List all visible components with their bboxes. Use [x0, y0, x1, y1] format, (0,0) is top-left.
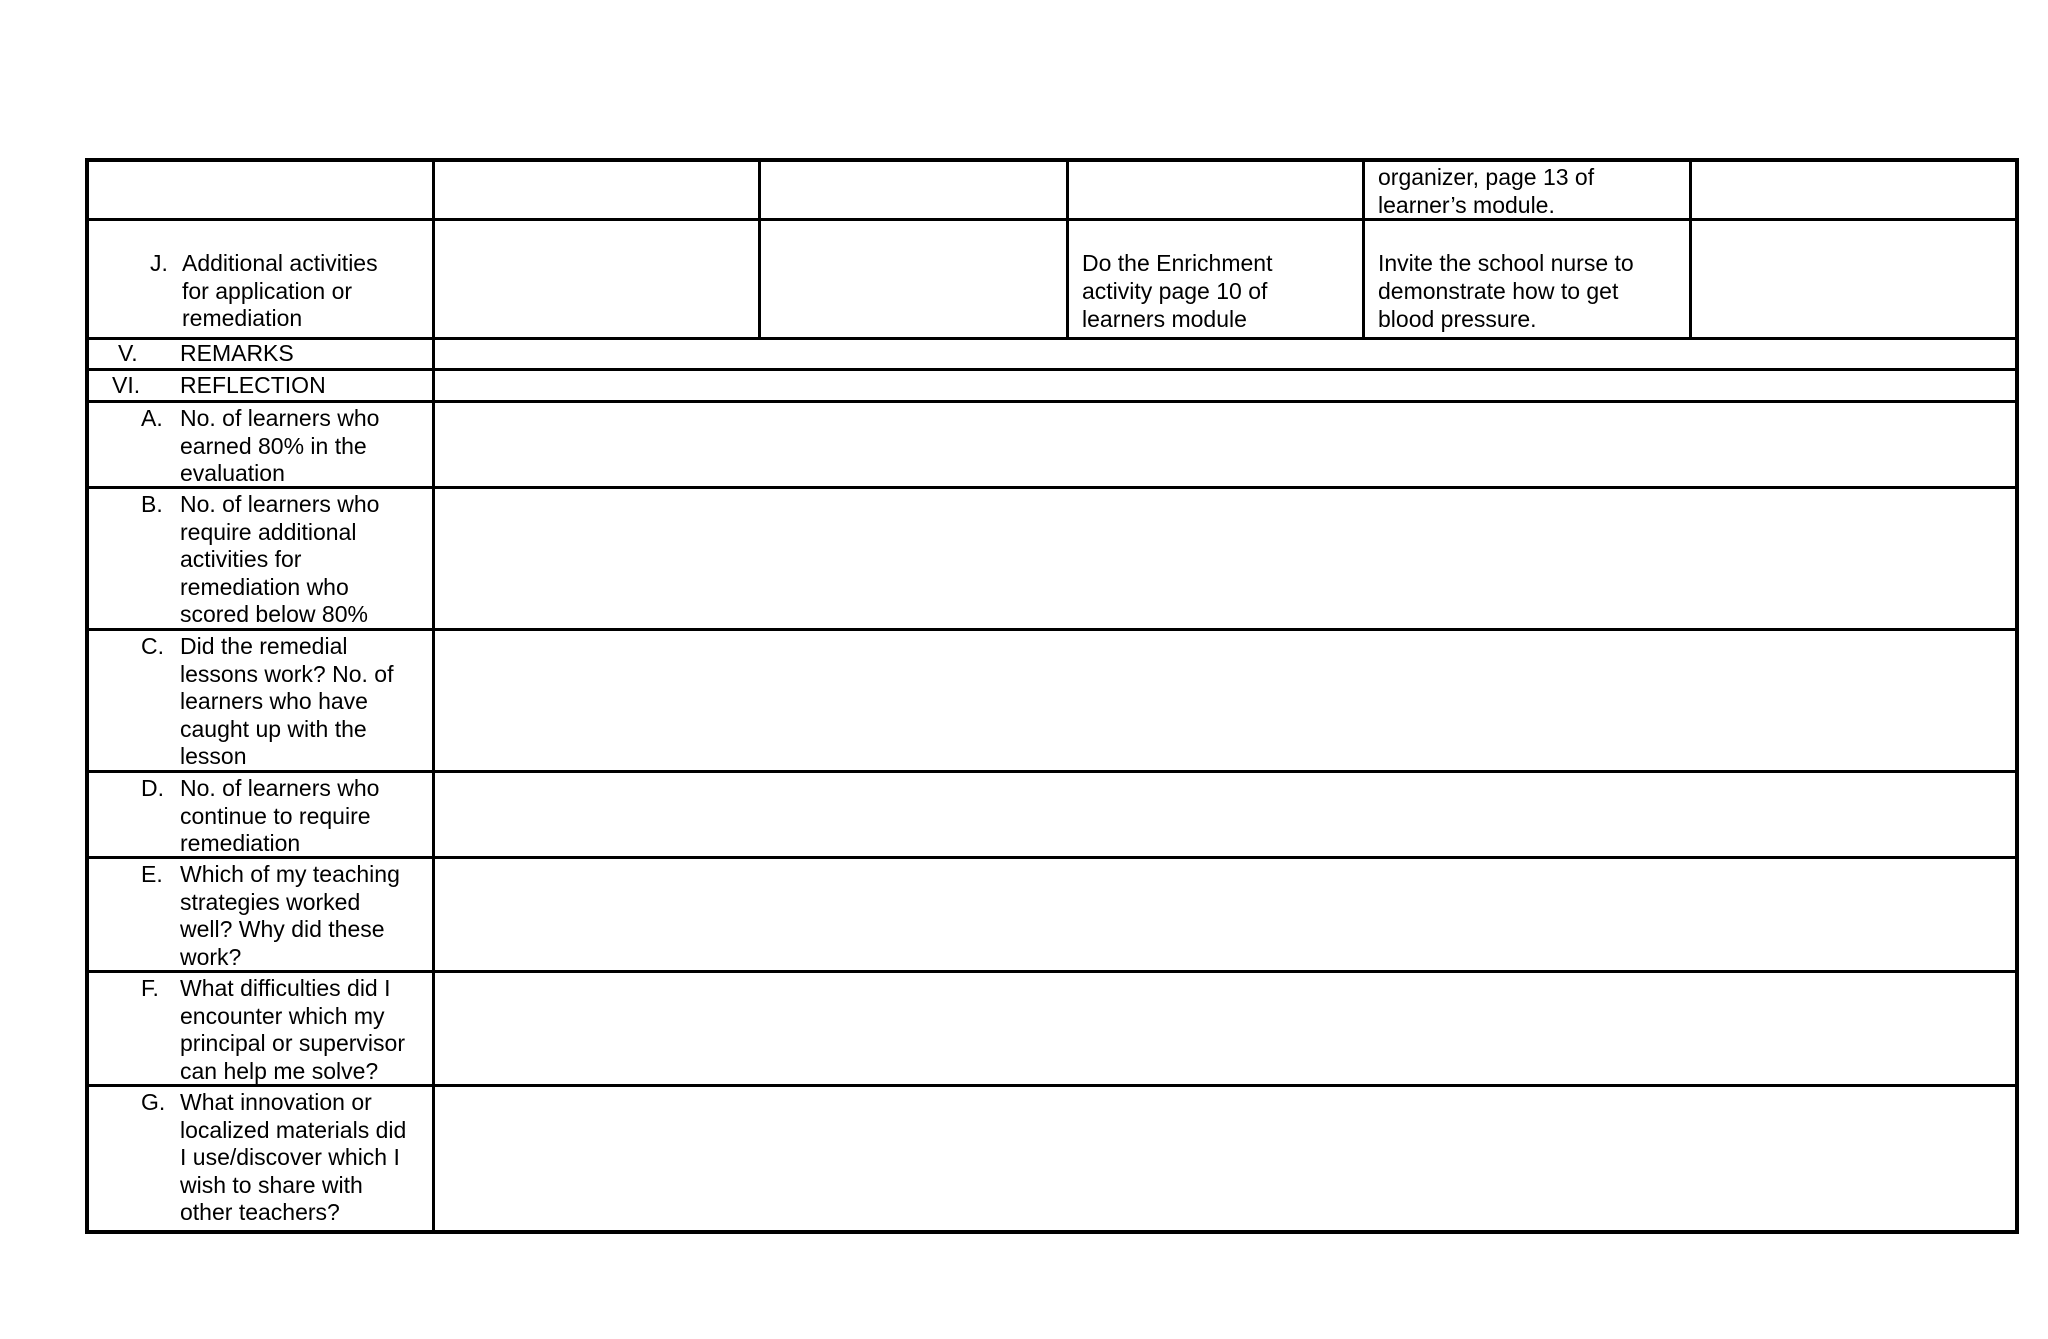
item-letter: C.	[141, 633, 164, 659]
column-divider	[1066, 158, 1069, 339]
reflection-item-g	[141, 1089, 431, 1229]
item-text: No. of learners who earned 80% in the evaluation	[180, 405, 380, 486]
reflection-item-e	[141, 861, 431, 969]
item-letter: G.	[141, 1089, 166, 1115]
continued-cell-col5: organizer, page 13 of learner’s module.	[1378, 164, 1595, 218]
row-divider	[85, 368, 2019, 371]
reflection-item-d	[141, 775, 431, 855]
row-j-cell-col4: Do the Enrichment activity page 10 of learners module	[1082, 250, 1273, 332]
item-text: What innovation or localized materials did I use/discover which I wish to share with other teachers?	[180, 1089, 407, 1225]
item-letter: A.	[141, 405, 163, 431]
item-letter: B.	[141, 491, 163, 517]
item-letter: J.	[150, 250, 168, 276]
reflection-item-f	[141, 975, 431, 1083]
column-divider	[758, 158, 761, 339]
reflection-item-a	[141, 405, 431, 485]
remarks-heading: REMARKS	[180, 340, 294, 366]
item-letter: E.	[141, 861, 163, 887]
reflection-item-b	[141, 491, 431, 627]
item-text: Which of my teaching strategies worked well? Why did these work?	[180, 861, 400, 970]
item-text: Additional activities for application or remediation	[182, 250, 378, 331]
column-divider	[1362, 158, 1365, 339]
item-text: No. of learners who require additional activities for remediation who scored below 80%	[180, 491, 380, 627]
item-letter: D.	[141, 775, 164, 801]
row-divider	[85, 337, 2019, 340]
remarks-numeral: V.	[118, 340, 138, 366]
item-text: No. of learners who continue to require remediation	[180, 775, 380, 856]
row-divider	[85, 400, 2019, 403]
row-j-cell-col5: Invite the school nurse to demonstrate how to get blood pressure.	[1378, 250, 1634, 332]
item-letter: F.	[141, 975, 159, 1001]
reflection-heading: REFLECTION	[180, 372, 326, 398]
column-divider	[1689, 158, 1692, 339]
reflection-item-c	[141, 633, 431, 769]
row-j-label	[150, 250, 430, 334]
item-text: Did the remedial lessons work? No. of learners who have caught up with the lesson	[180, 633, 394, 769]
column-divider	[432, 158, 435, 1234]
reflection-numeral: VI.	[112, 372, 141, 398]
item-text: What difficulties did I encounter which my principal or supervisor can help me solve?	[180, 975, 405, 1084]
row-divider	[85, 218, 2019, 221]
